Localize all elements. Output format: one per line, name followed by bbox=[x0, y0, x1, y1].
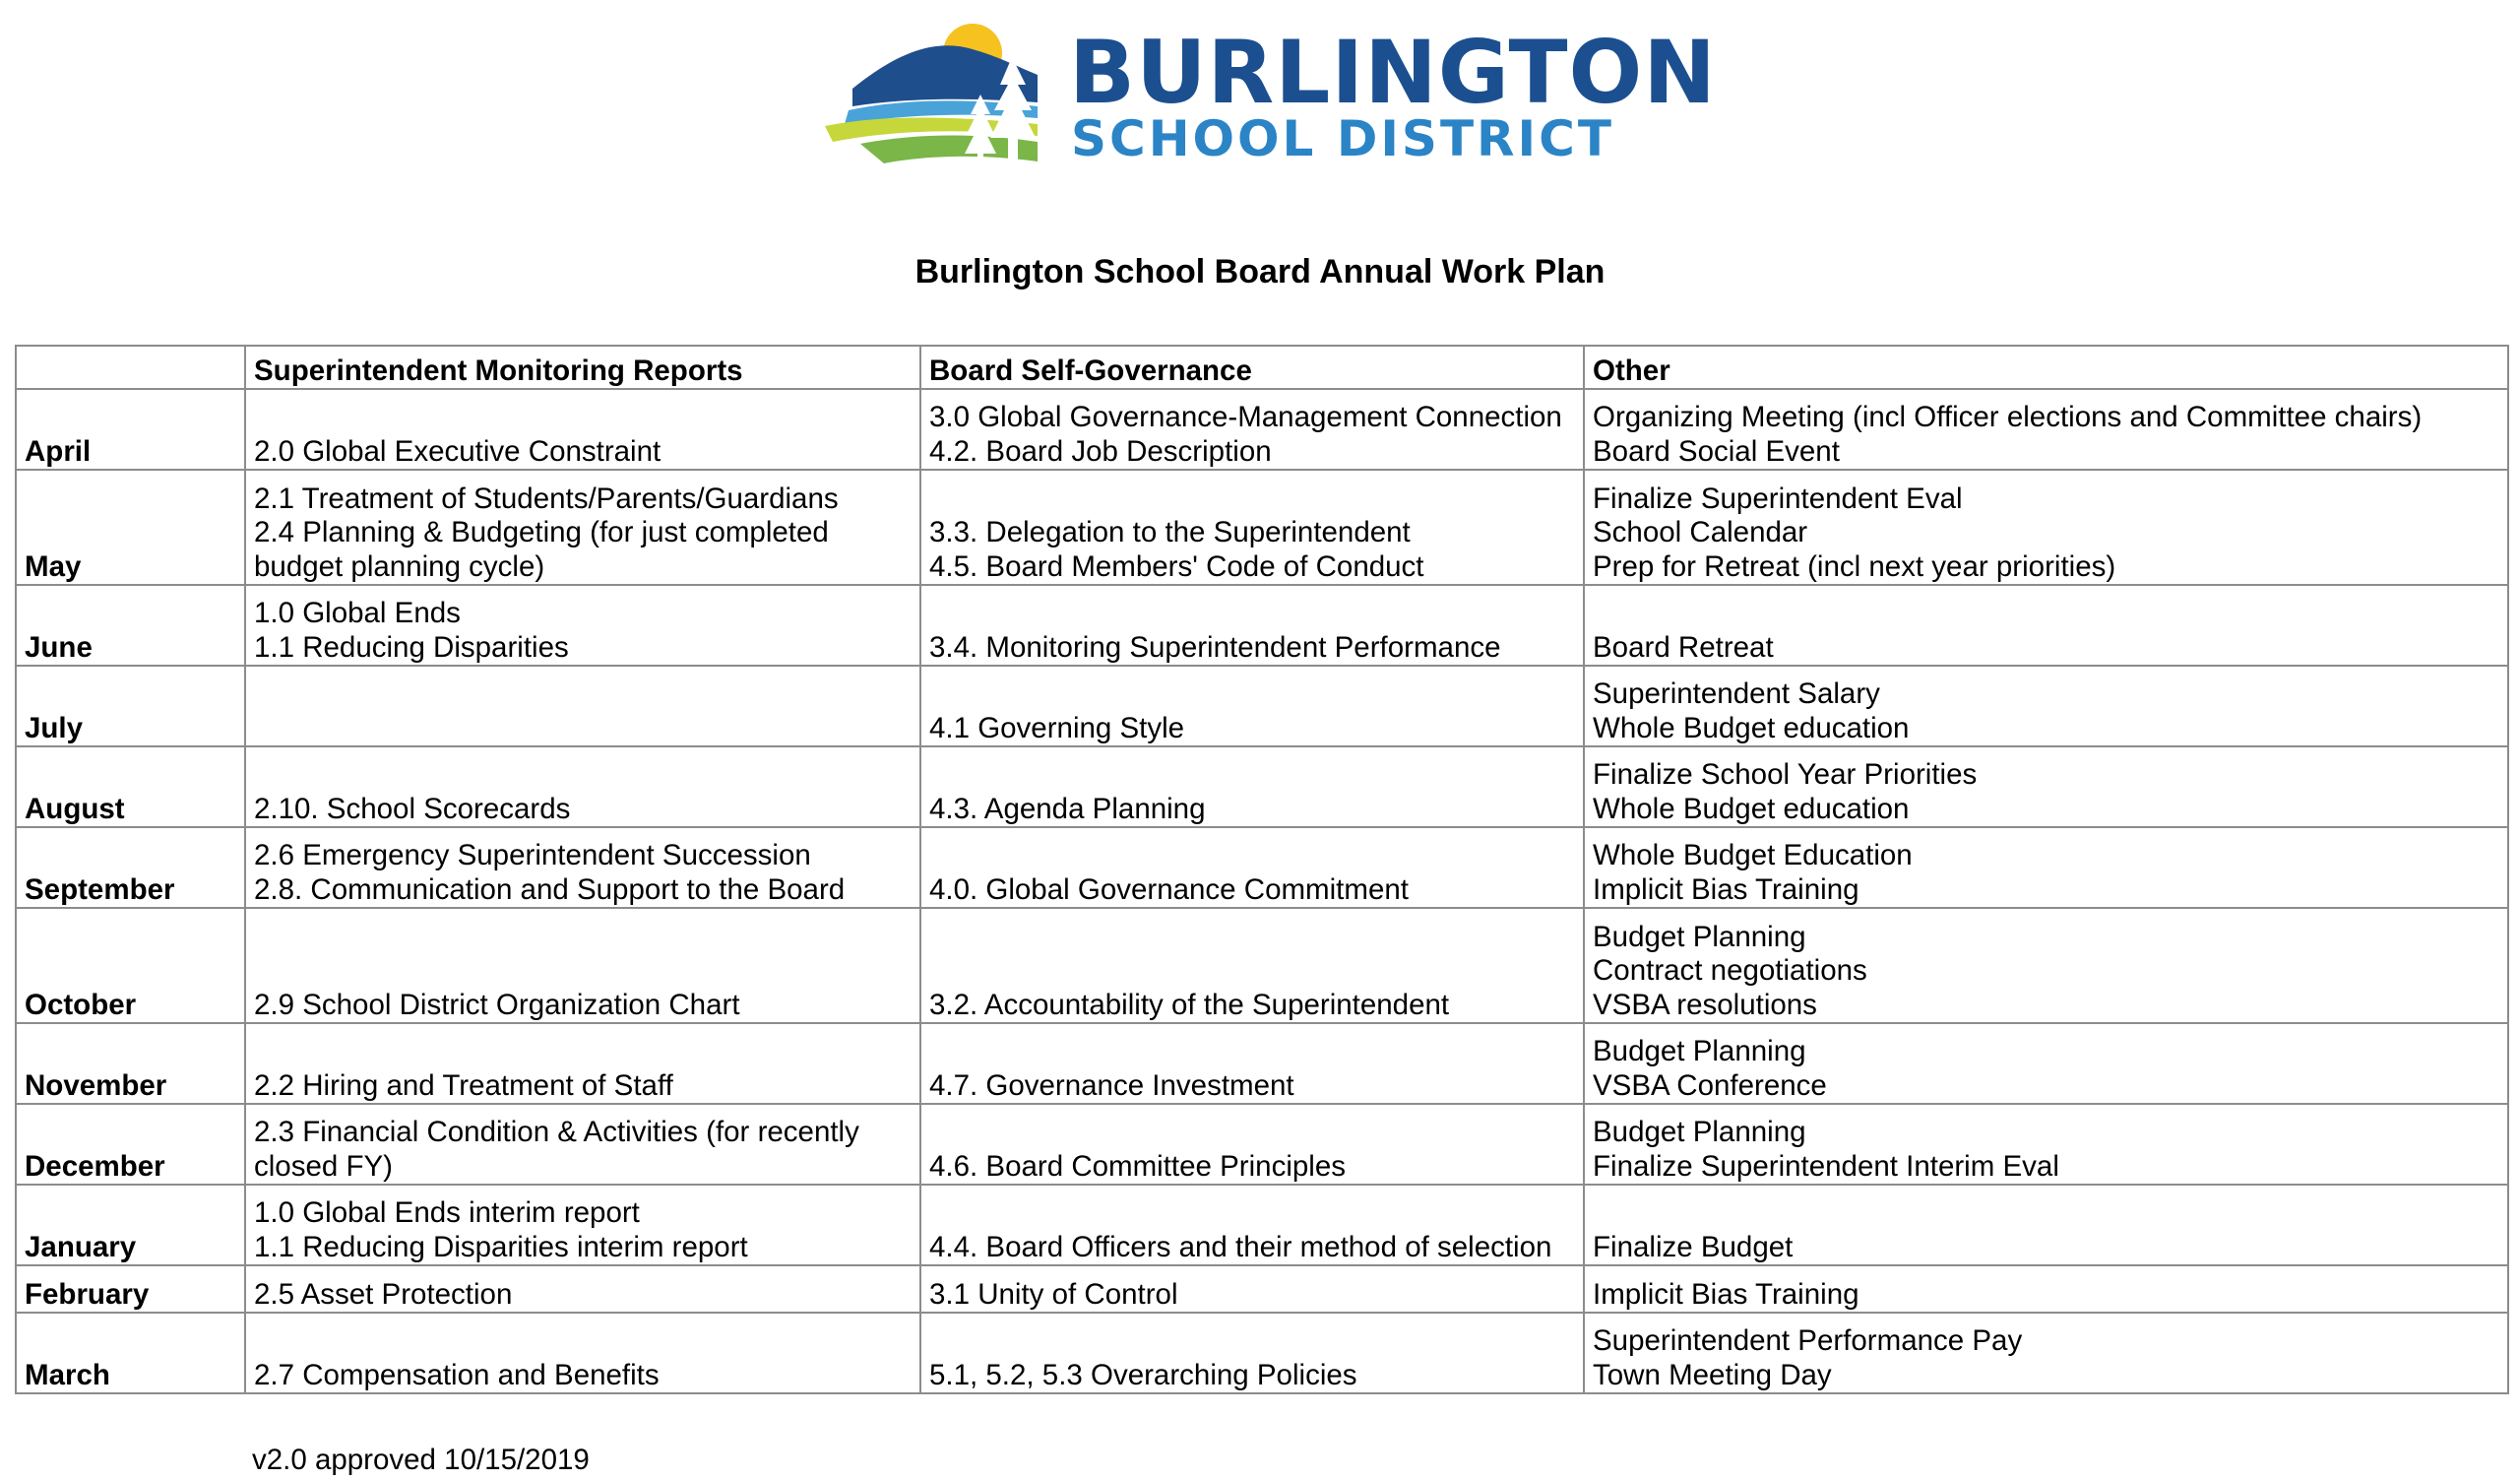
month-cell: October bbox=[16, 908, 245, 1023]
other-cell: Budget Planning VSBA Conference bbox=[1584, 1023, 2508, 1104]
self-governance-cell: 3.3. Delegation to the Superintendent 4.5. Board Members' Code of Conduct bbox=[920, 470, 1584, 585]
monitoring-report-cell: 2.10. School Scorecards bbox=[245, 746, 920, 827]
table-row bbox=[16, 1104, 2508, 1185]
self-governance-cell: 4.4. Board Officers and their method of selection bbox=[920, 1185, 1584, 1265]
other-cell: Organizing Meeting (incl Officer elections and Committee chairs) Board Social Event bbox=[1584, 389, 2508, 470]
district-logo bbox=[825, 16, 1717, 173]
table-row bbox=[16, 389, 2508, 470]
header-month bbox=[16, 346, 245, 389]
other-cell: Superintendent Performance Pay Town Meeting Day bbox=[1584, 1313, 2508, 1393]
other-cell: Board Retreat bbox=[1584, 585, 2508, 666]
month-cell: May bbox=[16, 470, 245, 585]
month-cell: November bbox=[16, 1023, 245, 1104]
other-cell: Finalize School Year Priorities Whole Budget education bbox=[1584, 746, 2508, 827]
month-cell: April bbox=[16, 389, 245, 470]
table-row bbox=[16, 470, 2508, 585]
monitoring-report-cell: 2.5 Asset Protection bbox=[245, 1265, 920, 1313]
version-note: v2.0 approved 10/15/2019 bbox=[252, 1444, 590, 1476]
header-other: Other bbox=[1584, 346, 2508, 389]
monitoring-report-cell: 2.2 Hiring and Treatment of Staff bbox=[245, 1023, 920, 1104]
month-cell: January bbox=[16, 1185, 245, 1265]
self-governance-cell: 3.0 Global Governance-Management Connection 4.2. Board Job Description bbox=[920, 389, 1584, 470]
header-self-governance: Board Self-Governance bbox=[920, 346, 1584, 389]
other-cell: Whole Budget Education Implicit Bias Training bbox=[1584, 827, 2508, 908]
month-cell: August bbox=[16, 746, 245, 827]
table-row bbox=[16, 1023, 2508, 1104]
table-row bbox=[16, 585, 2508, 666]
other-cell: Superintendent Salary Whole Budget education bbox=[1584, 666, 2508, 746]
monitoring-report-cell: 1.0 Global Ends 1.1 Reducing Disparities bbox=[245, 585, 920, 666]
table-row bbox=[16, 746, 2508, 827]
month-cell: February bbox=[16, 1265, 245, 1313]
self-governance-cell: 3.1 Unity of Control bbox=[920, 1265, 1584, 1313]
table-row bbox=[16, 666, 2508, 746]
self-governance-cell: 3.4. Monitoring Superintendent Performance bbox=[920, 585, 1584, 666]
monitoring-report-cell: 2.3 Financial Condition & Activities (for recently closed FY) bbox=[245, 1104, 920, 1185]
other-cell: Implicit Bias Training bbox=[1584, 1265, 2508, 1313]
logo-text-burlington: BURLINGTON bbox=[1069, 22, 1717, 123]
work-plan-table bbox=[15, 345, 2509, 1394]
self-governance-cell: 5.1, 5.2, 5.3 Overarching Policies bbox=[920, 1313, 1584, 1393]
self-governance-cell: 4.7. Governance Investment bbox=[920, 1023, 1584, 1104]
table-row bbox=[16, 1265, 2508, 1313]
self-governance-cell: 4.1 Governing Style bbox=[920, 666, 1584, 746]
monitoring-report-cell: 2.6 Emergency Superintendent Succession 2.8. Communication and Support to the Board bbox=[245, 827, 920, 908]
header-monitoring-reports: Superintendent Monitoring Reports bbox=[245, 346, 920, 389]
table-row bbox=[16, 827, 2508, 908]
document-title: Burlington School Board Annual Work Plan bbox=[914, 253, 1606, 290]
table-row bbox=[16, 1313, 2508, 1393]
self-governance-cell: 4.3. Agenda Planning bbox=[920, 746, 1584, 827]
table-header-row bbox=[16, 346, 2508, 389]
month-cell: December bbox=[16, 1104, 245, 1185]
monitoring-report-cell: 2.1 Treatment of Students/Parents/Guardians 2.4 Planning & Budgeting (for just completed budget planning cycle) bbox=[245, 470, 920, 585]
self-governance-cell: 3.2. Accountability of the Superintendent bbox=[920, 908, 1584, 1023]
monitoring-report-cell: 2.0 Global Executive Constraint bbox=[245, 389, 920, 470]
other-cell: Finalize Superintendent Eval School Calendar Prep for Retreat (incl next year priorities) bbox=[1584, 470, 2508, 585]
self-governance-cell: 4.0. Global Governance Commitment bbox=[920, 827, 1584, 908]
month-cell: July bbox=[16, 666, 245, 746]
month-cell: September bbox=[16, 827, 245, 908]
self-governance-cell: 4.6. Board Committee Principles bbox=[920, 1104, 1584, 1185]
other-cell: Budget Planning Finalize Superintendent Interim Eval bbox=[1584, 1104, 2508, 1185]
monitoring-report-cell: 2.9 School District Organization Chart bbox=[245, 908, 920, 1023]
month-cell: March bbox=[16, 1313, 245, 1393]
table-body bbox=[16, 389, 2508, 1393]
logo-graphic bbox=[825, 16, 1717, 173]
logo-text-school-district: SCHOOL DISTRICT bbox=[1071, 110, 1614, 167]
other-cell: Budget Planning Contract negotiations VSBA resolutions bbox=[1584, 908, 2508, 1023]
month-cell: June bbox=[16, 585, 245, 666]
other-cell: Finalize Budget bbox=[1584, 1185, 2508, 1265]
monitoring-report-cell bbox=[245, 666, 920, 746]
table-row bbox=[16, 908, 2508, 1023]
monitoring-report-cell: 2.7 Compensation and Benefits bbox=[245, 1313, 920, 1393]
table-row bbox=[16, 1185, 2508, 1265]
monitoring-report-cell: 1.0 Global Ends interim report 1.1 Reducing Disparities interim report bbox=[245, 1185, 920, 1265]
